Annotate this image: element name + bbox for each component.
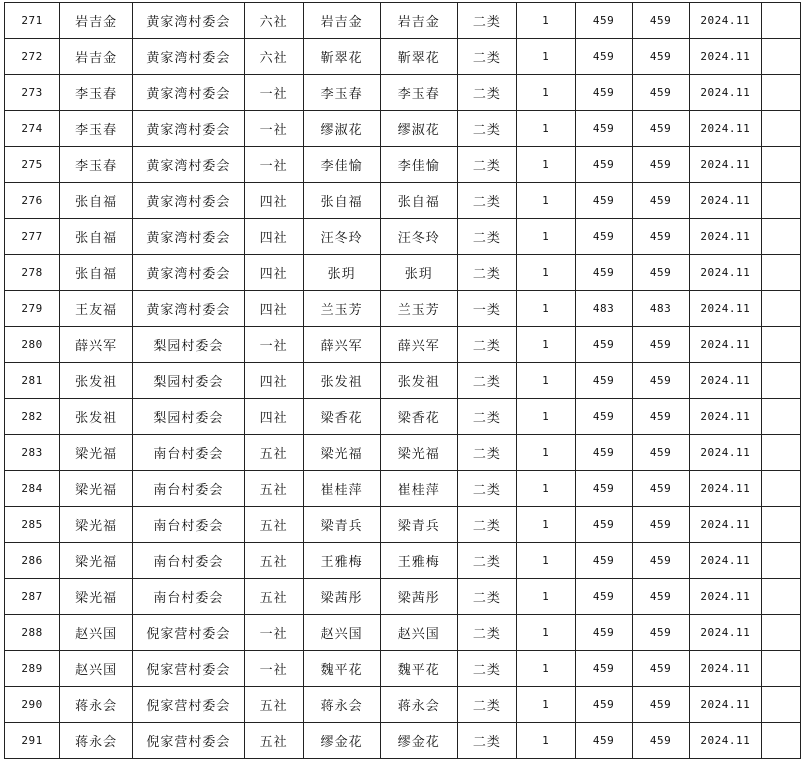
cell-row-number: 272	[5, 39, 60, 75]
cell-village-committee: 南台村委会	[133, 471, 244, 507]
table-row	[5, 219, 801, 255]
cell-month: 2024.11	[689, 327, 761, 363]
cell-standard-amount: 459	[575, 3, 632, 39]
cell-category: 二类	[457, 147, 516, 183]
cell-row-number: 276	[5, 183, 60, 219]
cell-recipient-name: 张玥	[380, 255, 457, 291]
cell-village-committee: 黄家湾村委会	[133, 39, 244, 75]
cell-member-name: 魏平花	[303, 651, 380, 687]
cell-household-head: 梁光福	[60, 471, 133, 507]
cell-village-committee: 倪家营村委会	[133, 615, 244, 651]
cell-month: 2024.11	[689, 75, 761, 111]
cell-member-name: 张玥	[303, 255, 380, 291]
cell-payment-amount: 459	[632, 39, 689, 75]
cell-month: 2024.11	[689, 183, 761, 219]
cell-household-head: 李玉春	[60, 147, 133, 183]
cell-month: 2024.11	[689, 399, 761, 435]
cell-standard-amount: 459	[575, 615, 632, 651]
cell-group: 五社	[244, 507, 303, 543]
cell-member-name: 梁香花	[303, 399, 380, 435]
cell-standard-amount: 459	[575, 183, 632, 219]
cell-group: 五社	[244, 579, 303, 615]
cell-member-name: 梁茜彤	[303, 579, 380, 615]
cell-village-committee: 倪家营村委会	[133, 687, 244, 723]
table-row	[5, 723, 801, 759]
table-row	[5, 399, 801, 435]
cell-note	[761, 687, 800, 723]
cell-household-head: 张自福	[60, 219, 133, 255]
cell-member-name: 李玉春	[303, 75, 380, 111]
cell-month: 2024.11	[689, 651, 761, 687]
cell-group: 五社	[244, 471, 303, 507]
cell-payment-amount: 459	[632, 435, 689, 471]
cell-village-committee: 梨园村委会	[133, 327, 244, 363]
cell-note	[761, 435, 800, 471]
cell-household-head: 梁光福	[60, 579, 133, 615]
cell-category: 二类	[457, 3, 516, 39]
cell-row-number: 287	[5, 579, 60, 615]
cell-row-number: 277	[5, 219, 60, 255]
cell-household-head: 梁光福	[60, 543, 133, 579]
cell-note	[761, 543, 800, 579]
cell-member-name: 缪淑花	[303, 111, 380, 147]
cell-member-name: 梁青兵	[303, 507, 380, 543]
cell-month: 2024.11	[689, 255, 761, 291]
cell-month: 2024.11	[689, 507, 761, 543]
cell-village-committee: 倪家营村委会	[133, 651, 244, 687]
cell-group: 四社	[244, 183, 303, 219]
cell-member-name: 梁光福	[303, 435, 380, 471]
cell-household-head: 张自福	[60, 183, 133, 219]
cell-month: 2024.11	[689, 111, 761, 147]
table-row	[5, 39, 801, 75]
cell-count: 1	[516, 615, 575, 651]
cell-recipient-name: 魏平花	[380, 651, 457, 687]
cell-payment-amount: 459	[632, 615, 689, 651]
cell-row-number: 278	[5, 255, 60, 291]
cell-category: 二类	[457, 327, 516, 363]
cell-member-name: 靳翠花	[303, 39, 380, 75]
cell-category: 二类	[457, 579, 516, 615]
cell-member-name: 赵兴国	[303, 615, 380, 651]
cell-village-committee: 南台村委会	[133, 543, 244, 579]
cell-note	[761, 291, 800, 327]
cell-standard-amount: 459	[575, 579, 632, 615]
cell-member-name: 张自福	[303, 183, 380, 219]
cell-village-committee: 黄家湾村委会	[133, 75, 244, 111]
cell-category: 二类	[457, 507, 516, 543]
cell-group: 一社	[244, 651, 303, 687]
cell-row-number: 284	[5, 471, 60, 507]
cell-recipient-name: 靳翠花	[380, 39, 457, 75]
cell-payment-amount: 459	[632, 543, 689, 579]
cell-payment-amount: 459	[632, 723, 689, 759]
cell-household-head: 岩吉金	[60, 3, 133, 39]
table-row	[5, 687, 801, 723]
cell-note	[761, 111, 800, 147]
cell-group: 四社	[244, 399, 303, 435]
cell-group: 四社	[244, 255, 303, 291]
cell-household-head: 张自福	[60, 255, 133, 291]
cell-recipient-name: 岩吉金	[380, 3, 457, 39]
cell-member-name: 王雅梅	[303, 543, 380, 579]
cell-month: 2024.11	[689, 39, 761, 75]
cell-payment-amount: 459	[632, 471, 689, 507]
cell-group: 一社	[244, 111, 303, 147]
cell-household-head: 李玉春	[60, 111, 133, 147]
cell-standard-amount: 459	[575, 651, 632, 687]
cell-standard-amount: 459	[575, 687, 632, 723]
cell-month: 2024.11	[689, 687, 761, 723]
table-body	[5, 3, 801, 759]
cell-payment-amount: 459	[632, 3, 689, 39]
cell-category: 二类	[457, 543, 516, 579]
cell-village-committee: 梨园村委会	[133, 399, 244, 435]
cell-village-committee: 黄家湾村委会	[133, 255, 244, 291]
cell-household-head: 岩吉金	[60, 39, 133, 75]
cell-member-name: 张发祖	[303, 363, 380, 399]
cell-household-head: 王友福	[60, 291, 133, 327]
cell-row-number: 282	[5, 399, 60, 435]
table-row	[5, 147, 801, 183]
cell-note	[761, 255, 800, 291]
cell-group: 四社	[244, 219, 303, 255]
cell-month: 2024.11	[689, 471, 761, 507]
cell-group: 五社	[244, 543, 303, 579]
cell-month: 2024.11	[689, 363, 761, 399]
cell-standard-amount: 459	[575, 723, 632, 759]
cell-village-committee: 黄家湾村委会	[133, 219, 244, 255]
cell-standard-amount: 459	[575, 435, 632, 471]
table-row	[5, 327, 801, 363]
cell-note	[761, 183, 800, 219]
cell-payment-amount: 459	[632, 363, 689, 399]
cell-recipient-name: 缪淑花	[380, 111, 457, 147]
cell-month: 2024.11	[689, 3, 761, 39]
cell-month: 2024.11	[689, 435, 761, 471]
cell-count: 1	[516, 147, 575, 183]
table-row	[5, 75, 801, 111]
cell-category: 二类	[457, 435, 516, 471]
cell-payment-amount: 459	[632, 579, 689, 615]
cell-count: 1	[516, 39, 575, 75]
cell-group: 五社	[244, 687, 303, 723]
table-row	[5, 579, 801, 615]
cell-village-committee: 黄家湾村委会	[133, 3, 244, 39]
cell-standard-amount: 459	[575, 399, 632, 435]
cell-row-number: 289	[5, 651, 60, 687]
cell-standard-amount: 459	[575, 471, 632, 507]
cell-category: 二类	[457, 651, 516, 687]
cell-note	[761, 615, 800, 651]
cell-payment-amount: 459	[632, 687, 689, 723]
cell-standard-amount: 459	[575, 75, 632, 111]
cell-recipient-name: 缪金花	[380, 723, 457, 759]
cell-village-committee: 南台村委会	[133, 579, 244, 615]
cell-count: 1	[516, 435, 575, 471]
cell-month: 2024.11	[689, 723, 761, 759]
cell-group: 一社	[244, 147, 303, 183]
cell-recipient-name: 李玉春	[380, 75, 457, 111]
cell-standard-amount: 483	[575, 291, 632, 327]
cell-count: 1	[516, 687, 575, 723]
cell-note	[761, 507, 800, 543]
cell-member-name: 蒋永会	[303, 687, 380, 723]
cell-recipient-name: 王雅梅	[380, 543, 457, 579]
cell-note	[761, 579, 800, 615]
cell-row-number: 281	[5, 363, 60, 399]
cell-count: 1	[516, 75, 575, 111]
cell-month: 2024.11	[689, 219, 761, 255]
cell-count: 1	[516, 255, 575, 291]
cell-village-committee: 倪家营村委会	[133, 723, 244, 759]
cell-group: 一社	[244, 615, 303, 651]
cell-recipient-name: 蒋永会	[380, 687, 457, 723]
cell-group: 四社	[244, 363, 303, 399]
cell-category: 二类	[457, 723, 516, 759]
cell-household-head: 蒋永会	[60, 687, 133, 723]
cell-row-number: 274	[5, 111, 60, 147]
cell-recipient-name: 梁青兵	[380, 507, 457, 543]
cell-standard-amount: 459	[575, 543, 632, 579]
cell-month: 2024.11	[689, 291, 761, 327]
table-row	[5, 615, 801, 651]
cell-row-number: 291	[5, 723, 60, 759]
cell-category: 二类	[457, 615, 516, 651]
cell-payment-amount: 459	[632, 219, 689, 255]
cell-note	[761, 75, 800, 111]
cell-note	[761, 723, 800, 759]
cell-recipient-name: 梁茜彤	[380, 579, 457, 615]
cell-note	[761, 39, 800, 75]
cell-count: 1	[516, 399, 575, 435]
cell-count: 1	[516, 327, 575, 363]
cell-village-committee: 黄家湾村委会	[133, 147, 244, 183]
cell-count: 1	[516, 651, 575, 687]
cell-count: 1	[516, 3, 575, 39]
table-row	[5, 363, 801, 399]
cell-member-name: 李佳愉	[303, 147, 380, 183]
cell-note	[761, 651, 800, 687]
cell-village-committee: 黄家湾村委会	[133, 291, 244, 327]
cell-standard-amount: 459	[575, 255, 632, 291]
cell-count: 1	[516, 291, 575, 327]
cell-group: 一社	[244, 327, 303, 363]
cell-recipient-name: 崔桂萍	[380, 471, 457, 507]
cell-row-number: 273	[5, 75, 60, 111]
cell-count: 1	[516, 543, 575, 579]
cell-recipient-name: 张自福	[380, 183, 457, 219]
cell-category: 二类	[457, 111, 516, 147]
cell-category: 二类	[457, 39, 516, 75]
cell-household-head: 梁光福	[60, 507, 133, 543]
cell-group: 四社	[244, 291, 303, 327]
table-row	[5, 111, 801, 147]
cell-recipient-name: 梁香花	[380, 399, 457, 435]
cell-recipient-name: 兰玉芳	[380, 291, 457, 327]
cell-category: 二类	[457, 399, 516, 435]
cell-payment-amount: 459	[632, 75, 689, 111]
cell-standard-amount: 459	[575, 363, 632, 399]
cell-member-name: 崔桂萍	[303, 471, 380, 507]
cell-village-committee: 黄家湾村委会	[133, 111, 244, 147]
cell-count: 1	[516, 183, 575, 219]
cell-household-head: 李玉春	[60, 75, 133, 111]
cell-category: 二类	[457, 75, 516, 111]
cell-row-number: 288	[5, 615, 60, 651]
cell-category: 二类	[457, 687, 516, 723]
cell-payment-amount: 459	[632, 651, 689, 687]
cell-payment-amount: 459	[632, 255, 689, 291]
cell-count: 1	[516, 111, 575, 147]
table-row	[5, 471, 801, 507]
cell-payment-amount: 483	[632, 291, 689, 327]
cell-category: 二类	[457, 255, 516, 291]
cell-payment-amount: 459	[632, 183, 689, 219]
cell-payment-amount: 459	[632, 507, 689, 543]
cell-group: 一社	[244, 75, 303, 111]
cell-household-head: 赵兴国	[60, 651, 133, 687]
cell-row-number: 280	[5, 327, 60, 363]
cell-row-number: 286	[5, 543, 60, 579]
cell-row-number: 279	[5, 291, 60, 327]
cell-household-head: 梁光福	[60, 435, 133, 471]
cell-recipient-name: 薛兴军	[380, 327, 457, 363]
cell-note	[761, 327, 800, 363]
cell-category: 二类	[457, 363, 516, 399]
table-row	[5, 543, 801, 579]
table-row	[5, 507, 801, 543]
cell-row-number: 275	[5, 147, 60, 183]
cell-count: 1	[516, 219, 575, 255]
cell-note	[761, 471, 800, 507]
cell-category: 二类	[457, 183, 516, 219]
cell-member-name: 汪冬玲	[303, 219, 380, 255]
table-row	[5, 435, 801, 471]
table-row	[5, 183, 801, 219]
cell-row-number: 271	[5, 3, 60, 39]
cell-recipient-name: 赵兴国	[380, 615, 457, 651]
cell-member-name: 缪金花	[303, 723, 380, 759]
cell-payment-amount: 459	[632, 327, 689, 363]
cell-payment-amount: 459	[632, 399, 689, 435]
cell-household-head: 张发祖	[60, 399, 133, 435]
cell-household-head: 张发祖	[60, 363, 133, 399]
cell-month: 2024.11	[689, 147, 761, 183]
cell-row-number: 290	[5, 687, 60, 723]
cell-standard-amount: 459	[575, 147, 632, 183]
cell-standard-amount: 459	[575, 327, 632, 363]
cell-household-head: 蒋永会	[60, 723, 133, 759]
data-table	[4, 2, 801, 759]
table-row	[5, 255, 801, 291]
cell-note	[761, 363, 800, 399]
cell-group: 五社	[244, 723, 303, 759]
cell-member-name: 兰玉芳	[303, 291, 380, 327]
cell-group: 五社	[244, 435, 303, 471]
table-row	[5, 651, 801, 687]
cell-month: 2024.11	[689, 579, 761, 615]
cell-recipient-name: 梁光福	[380, 435, 457, 471]
cell-standard-amount: 459	[575, 39, 632, 75]
cell-month: 2024.11	[689, 615, 761, 651]
cell-count: 1	[516, 723, 575, 759]
cell-group: 六社	[244, 3, 303, 39]
cell-village-committee: 黄家湾村委会	[133, 183, 244, 219]
table-row	[5, 3, 801, 39]
cell-note	[761, 399, 800, 435]
cell-note	[761, 147, 800, 183]
cell-household-head: 赵兴国	[60, 615, 133, 651]
cell-category: 二类	[457, 219, 516, 255]
cell-category: 一类	[457, 291, 516, 327]
cell-count: 1	[516, 363, 575, 399]
table-row	[5, 291, 801, 327]
cell-payment-amount: 459	[632, 111, 689, 147]
cell-village-committee: 南台村委会	[133, 507, 244, 543]
cell-standard-amount: 459	[575, 111, 632, 147]
cell-standard-amount: 459	[575, 219, 632, 255]
cell-count: 1	[516, 471, 575, 507]
cell-count: 1	[516, 507, 575, 543]
cell-standard-amount: 459	[575, 507, 632, 543]
cell-member-name: 薛兴军	[303, 327, 380, 363]
cell-recipient-name: 汪冬玲	[380, 219, 457, 255]
cell-note	[761, 219, 800, 255]
cell-recipient-name: 李佳愉	[380, 147, 457, 183]
cell-group: 六社	[244, 39, 303, 75]
cell-row-number: 283	[5, 435, 60, 471]
cell-member-name: 岩吉金	[303, 3, 380, 39]
cell-row-number: 285	[5, 507, 60, 543]
cell-category: 二类	[457, 471, 516, 507]
cell-village-committee: 南台村委会	[133, 435, 244, 471]
cell-payment-amount: 459	[632, 147, 689, 183]
cell-count: 1	[516, 579, 575, 615]
cell-village-committee: 梨园村委会	[133, 363, 244, 399]
cell-note	[761, 3, 800, 39]
cell-month: 2024.11	[689, 543, 761, 579]
cell-household-head: 薛兴军	[60, 327, 133, 363]
cell-recipient-name: 张发祖	[380, 363, 457, 399]
